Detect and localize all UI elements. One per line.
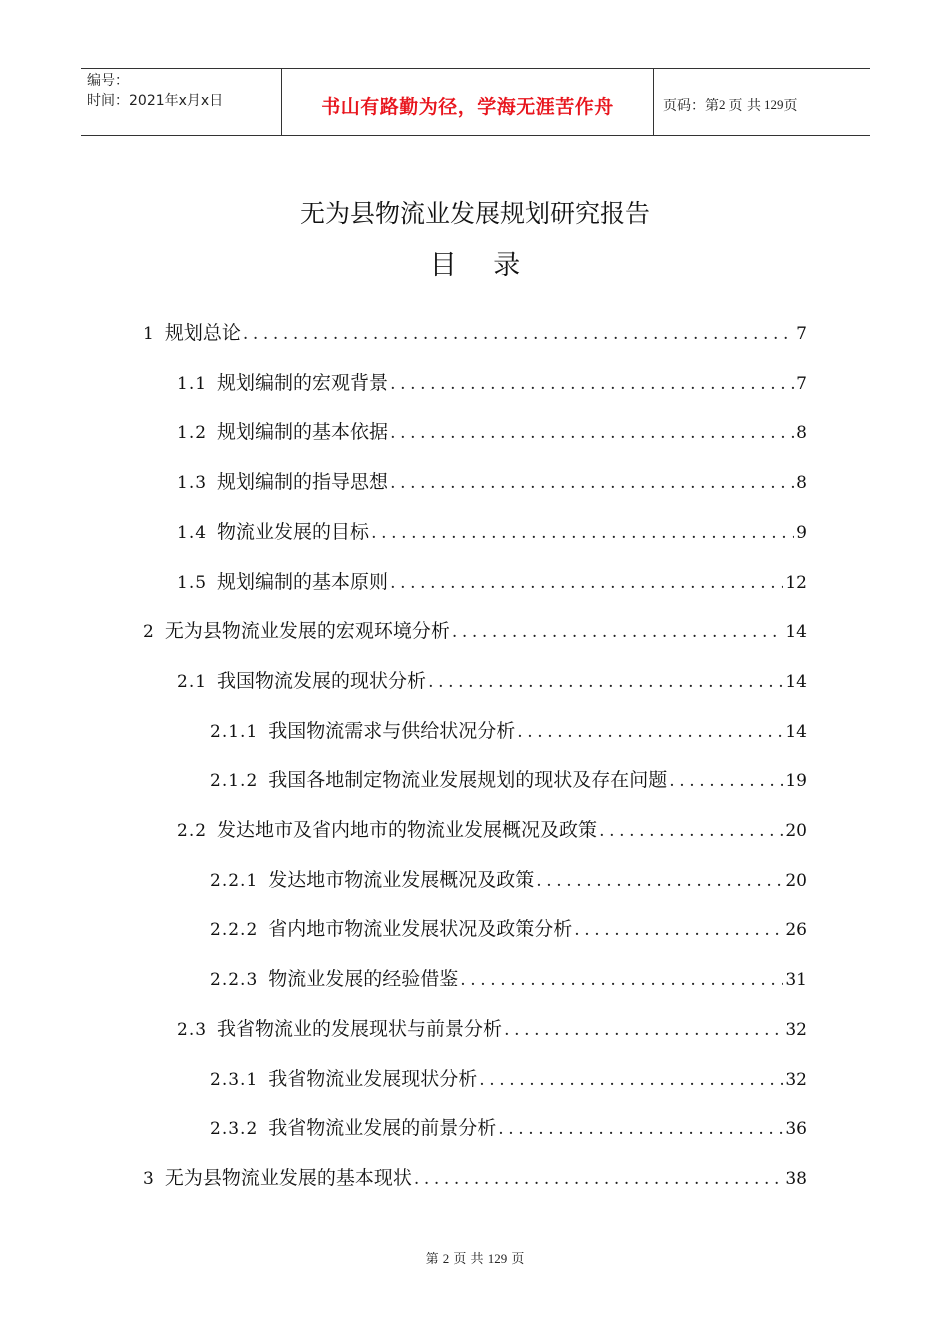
footer-page-total: 129	[487, 1251, 508, 1266]
toc-entry[interactable]	[177, 415, 807, 449]
toc-entry-page: 14	[785, 671, 807, 692]
toc-entry-label: 规划总论	[164, 322, 241, 344]
toc-entry-label: 我省物流业发展的前景分析	[268, 1117, 497, 1140]
toc-entry-number: 1.5	[177, 572, 208, 593]
toc-entry-label: 物流业发展的经验借鉴	[268, 968, 459, 991]
toc-entry-number: 2.2.1	[210, 870, 259, 891]
toc-entry-label: 我省物流业发展现状分析	[268, 1067, 478, 1090]
toc-entry-number: 2.3	[177, 1019, 208, 1040]
toc-entry[interactable]	[210, 763, 807, 797]
toc-entry[interactable]	[143, 614, 807, 648]
toc-entry-leader	[517, 715, 783, 749]
toc-entry-page: 31	[785, 970, 807, 991]
toc-entry-leader	[460, 963, 783, 997]
toc-entry-leader	[504, 1013, 783, 1047]
toc-entry-label: 无为县物流业发展的基本现状	[164, 1166, 412, 1189]
toc-entry-number: 2.3.1	[210, 1069, 259, 1090]
footer-page-current: 2	[442, 1251, 450, 1266]
toc-entry-page: 8	[796, 473, 807, 494]
toc-entry[interactable]	[210, 962, 807, 996]
toc-entry-page: 12	[785, 572, 807, 593]
toc-entry-page: 7	[796, 324, 807, 344]
toc-entry-number: 1	[143, 324, 155, 344]
toc-entry[interactable]	[177, 515, 807, 549]
header-page-info	[654, 69, 870, 135]
toc-entry[interactable]	[210, 1111, 807, 1145]
toc-entry-page: 14	[785, 721, 807, 742]
toc-entry-label: 规划编制的宏观背景	[217, 371, 389, 394]
header-page-mid: 页 共	[728, 98, 761, 114]
toc-entry[interactable]	[177, 664, 807, 698]
toc-entry-leader	[536, 864, 783, 898]
toc-entry-label: 规划编制的基本原则	[217, 570, 389, 593]
toc-entry-label: 我省物流业的发展现状与前景分析	[217, 1017, 503, 1040]
toc-entry-page: 8	[796, 423, 807, 444]
toc-entry-number: 2.1	[177, 671, 208, 692]
footer-prefix: 第	[425, 1252, 439, 1267]
toc-entry[interactable]	[210, 1062, 807, 1096]
toc-entry-label: 无为县物流业发展的宏观环境分析	[164, 620, 450, 643]
toc-entry-label: 我国各地制定物流业发展规划的现状及存在问题	[268, 769, 668, 792]
page-footer	[0, 1248, 950, 1267]
toc-entry-leader	[574, 913, 783, 947]
toc-entry-page: 19	[785, 771, 807, 792]
toc-entry[interactable]	[177, 465, 807, 499]
toc-entry-label: 我国物流发展的现状分析	[217, 669, 427, 692]
toc-entry-leader	[390, 466, 794, 500]
toc-entry-number: 2	[143, 622, 155, 643]
toc-entry-page: 14	[785, 622, 807, 643]
document-date: 时间：2021年x月x日	[87, 93, 224, 109]
toc-entry-label: 规划编制的基本依据	[217, 421, 389, 444]
toc-entry-page: 26	[785, 920, 807, 941]
toc-entry-leader	[479, 1063, 783, 1097]
toc-entry-label: 发达地市及省内地市的物流业发展概况及政策	[217, 819, 598, 841]
toc-entry[interactable]	[210, 912, 807, 946]
toc-entry[interactable]	[177, 366, 807, 400]
toc-entry-number: 2.1.1	[210, 721, 259, 742]
toc-entry-leader	[669, 764, 783, 798]
toc-entry-number: 2.2.3	[210, 970, 259, 991]
toc-entry-number: 2.3.2	[210, 1119, 259, 1140]
toc-entry-leader	[390, 416, 794, 450]
toc-entry-page: 38	[785, 1168, 807, 1189]
header-page-current: 2	[719, 97, 726, 112]
document-title: 无为县物流业发展规划研究报告	[299, 199, 650, 228]
toc-entry-label: 我国物流需求与供给状况分析	[268, 719, 516, 742]
footer-mid: 页 共	[453, 1252, 484, 1267]
toc-entry-page: 20	[785, 821, 807, 841]
toc-entry-leader	[371, 516, 794, 550]
toc-entry-page: 20	[785, 870, 807, 891]
toc-entry-leader	[498, 1112, 783, 1146]
toc-entry-number: 1.1	[177, 373, 208, 394]
toc-entry-page: 36	[785, 1119, 807, 1140]
toc-entry[interactable]	[210, 863, 807, 897]
toc-entry[interactable]	[177, 1012, 807, 1046]
toc-entry[interactable]	[143, 1161, 807, 1195]
toc-entry-number: 3	[143, 1168, 155, 1189]
header-page-suffix: 页	[783, 98, 798, 114]
toc-entry-number: 2.2	[177, 821, 208, 841]
toc-entry-number: 1.2	[177, 423, 208, 444]
toc-entry-number: 1.3	[177, 473, 208, 494]
toc-entry-page: 32	[785, 1069, 807, 1090]
header-page-total: 129	[763, 97, 784, 112]
toc-entry[interactable]	[177, 565, 807, 599]
toc-entry-leader	[414, 1162, 784, 1196]
toc-entry-label: 省内地市物流业发展状况及政策分析	[268, 918, 573, 941]
header-page-prefix: 页码：第	[663, 98, 719, 114]
toc-entry-leader	[390, 367, 794, 401]
toc-entry-label: 规划编制的指导思想	[217, 471, 389, 494]
toc-entry[interactable]	[210, 714, 807, 748]
toc-entry-leader	[599, 814, 783, 848]
toc-entry-leader	[243, 317, 794, 351]
toc-entry-page: 9	[796, 522, 807, 543]
toc-entry-page: 32	[785, 1019, 807, 1040]
toc-entry[interactable]	[143, 316, 807, 350]
toc-entry-label: 物流业发展的目标	[217, 520, 370, 543]
footer-suffix: 页	[511, 1252, 525, 1267]
header-meta	[81, 69, 282, 135]
toc-entry-number: 2.2.2	[210, 920, 259, 941]
toc-heading: 目 录	[429, 250, 535, 281]
header-motto: 书山有路勤为径，学海无涯苦作舟	[282, 69, 654, 135]
toc-entry-leader	[428, 665, 783, 699]
page-header	[81, 68, 870, 136]
toc-entry-number: 1.4	[177, 522, 208, 543]
toc-entry-leader	[390, 566, 783, 600]
toc-entry-page: 7	[796, 373, 807, 394]
toc-entry[interactable]	[177, 813, 807, 847]
toc-entry-leader	[452, 615, 784, 649]
document-number-label: 编号：	[87, 73, 129, 89]
toc-entry-number: 2.1.2	[210, 771, 259, 792]
toc-entry-label: 发达地市物流业发展概况及政策	[268, 868, 535, 891]
